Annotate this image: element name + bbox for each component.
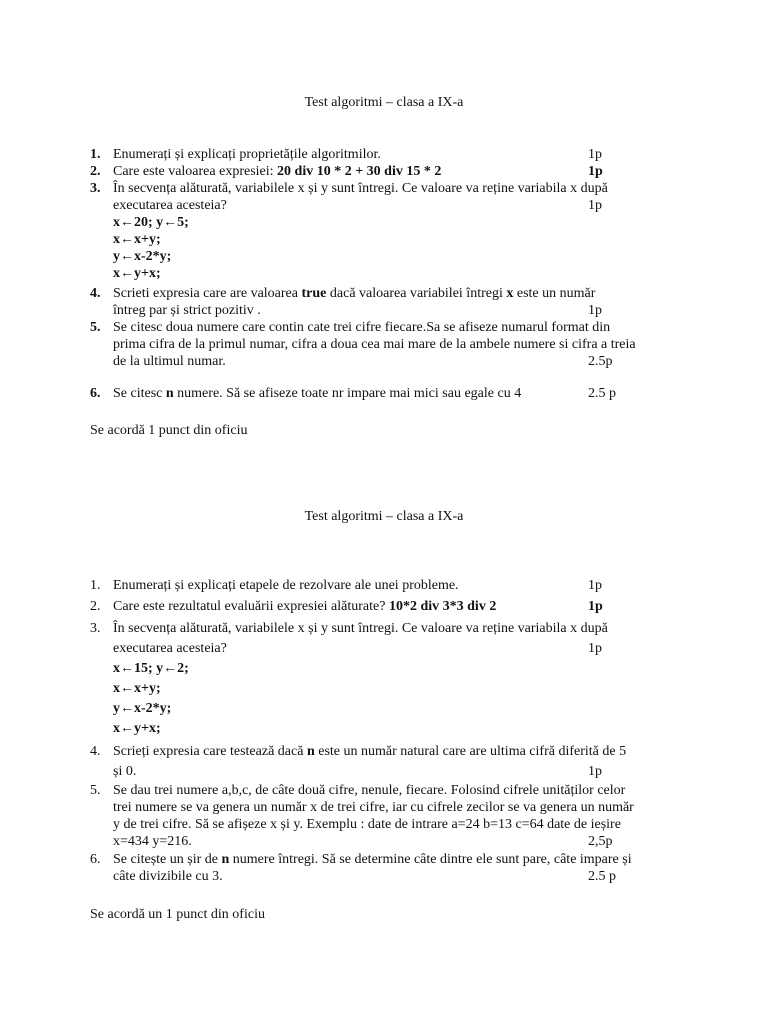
- question-text-line: [113, 851, 690, 868]
- test2-title: Test algoritmi – clasa a IX-a: [304, 509, 464, 524]
- question-text: executarea acesteia?: [113, 641, 227, 656]
- question-points: 2.5p: [588, 354, 613, 369]
- question-number: 4.: [90, 286, 101, 301]
- code-line: x←y+x;: [113, 721, 161, 736]
- code-line: y←x-2*y;: [113, 701, 172, 716]
- question-number: 5.: [90, 320, 101, 335]
- test2-question-2: [90, 598, 690, 615]
- question-text-line: [113, 868, 690, 885]
- question-points: 1p: [588, 578, 602, 593]
- question-text: numere. Să se afiseze toate nr impare mai mici sau egale cu 4: [173, 386, 522, 401]
- question-text: dacă valoarea variabilei întregi: [326, 286, 507, 301]
- code-line: x←x+y;: [113, 232, 161, 247]
- keyword: n: [306, 744, 315, 759]
- question-text-line: [113, 302, 690, 319]
- question-number: 6.: [90, 386, 101, 401]
- test2-question-1: [90, 577, 690, 594]
- test1-question-3: [90, 180, 690, 282]
- question-number: 3.: [90, 621, 101, 636]
- code-line: x←y+x;: [113, 266, 161, 281]
- test2-question-5: [90, 782, 690, 850]
- question-text: Care este valoarea expresiei:: [113, 164, 278, 179]
- question-points: 1p: [588, 198, 602, 213]
- question-text: este un număr: [513, 286, 596, 301]
- test2-question-3: [90, 619, 690, 739]
- question-text-line: [113, 639, 690, 659]
- question-text-line: În secvența alăturată, variabilele x și y sunt întregi. Ce valoare va reține variabila x după: [113, 621, 608, 636]
- question-points: 1p: [588, 764, 602, 779]
- question-text: Enumerați și explicați proprietățile algoritmilor.: [113, 147, 381, 162]
- question-text: Scrieti expresia care are valoarea: [113, 286, 302, 301]
- question-number: 2.: [90, 164, 101, 179]
- question-text: Care este rezultatul evaluării expresiei alăturate?: [113, 599, 389, 614]
- test1-footer: Se acordă 1 punct din oficiu: [90, 423, 248, 438]
- test1-question-4: [90, 285, 690, 319]
- question-text: numere întregi. Să se determine câte dintre ele sunt pare, câte impare și: [229, 852, 632, 867]
- code-line: x←15; y←2;: [113, 661, 189, 676]
- question-expression: 20 div 10 * 2 + 30 div 15 * 2: [277, 164, 442, 179]
- question-points: 1p: [588, 147, 602, 162]
- keyword: n: [221, 852, 230, 867]
- question-text: întreg par și strict pozitiv .: [113, 303, 261, 318]
- question-text: și 0.: [113, 764, 137, 779]
- question-text: Enumerați și explicați etapele de rezolvare ale unei probleme.: [113, 578, 459, 593]
- test1-title: Test algoritmi – clasa a IX-a: [304, 95, 464, 110]
- question-text: de la ultimul numar.: [113, 354, 226, 369]
- question-text: x=434 y=216.: [113, 834, 192, 849]
- question-points: 2.5 p: [588, 869, 616, 884]
- question-text-line: [113, 833, 690, 850]
- question-number: 1.: [90, 147, 101, 162]
- keyword: true: [301, 286, 327, 301]
- question-points: 1p: [588, 164, 603, 179]
- question-number: 6.: [90, 852, 101, 867]
- keyword: x: [506, 286, 514, 301]
- question-text-line: [113, 197, 690, 214]
- question-number: 2.: [90, 599, 101, 614]
- question-number: 1.: [90, 578, 101, 593]
- question-text-line: [113, 285, 690, 302]
- question-points: 2,5p: [588, 834, 613, 849]
- question-text: câte divizibile cu 3.: [113, 869, 223, 884]
- question-number: 5.: [90, 783, 101, 798]
- test1-question-5: [90, 319, 690, 370]
- test2-question-6: [90, 851, 690, 885]
- test2-footer: Se acordă un 1 punct din oficiu: [90, 907, 265, 922]
- question-text-line: Se dau trei numere a,b,c, de câte două cifre, nenule, fiecare. Folosind cifrele unităților celor: [113, 783, 626, 798]
- question-text: Se citește un șir de: [113, 852, 222, 867]
- question-points: 1p: [588, 641, 602, 656]
- question-points: 2.5 p: [588, 386, 616, 401]
- question-text-line: [113, 742, 690, 762]
- question-expression: 10*2 div 3*3 div 2: [388, 599, 497, 614]
- question-text-line: [113, 353, 690, 370]
- question-text-line: [113, 762, 690, 782]
- test1-question-6: [90, 385, 690, 402]
- question-text: Se citesc: [113, 386, 166, 401]
- question-number: 3.: [90, 181, 101, 196]
- test2-question-4: [90, 742, 690, 782]
- test1-question-2: [90, 163, 690, 180]
- test1-question-1: [90, 146, 690, 163]
- question-points: 1p: [588, 599, 603, 614]
- question-points: 1p: [588, 303, 602, 318]
- keyword: n: [165, 386, 174, 401]
- question-text: executarea acesteia?: [113, 198, 227, 213]
- code-line: x←20; y←5;: [113, 215, 189, 230]
- question-text-line: y de trei cifre. Să se afișeze x și y. Exemplu : date de intrare a=24 b=13 c=64 date de ieșire: [113, 817, 621, 832]
- question-text-line: trei numere se va genera un număr x de trei cifre, iar cu cifrele zecilor se va genera un număr: [113, 800, 634, 815]
- question-text: este un număr natural care are ultima cifră diferită de 5: [314, 744, 627, 759]
- question-text-line: prima cifra de la primul numar, cifra a doua cea mai mare de la ambele numere si cifra a treia: [113, 337, 636, 352]
- question-text-line: În secvența alăturată, variabilele x și y sunt întregi. Ce valoare va reține variabila x după: [113, 181, 608, 196]
- question-text: Scrieți expresia care testează dacă: [113, 744, 307, 759]
- question-text-line: Se citesc doua numere care contin cate trei cifre fiecare.Sa se afiseze numarul format din: [113, 320, 611, 335]
- code-line: x←x+y;: [113, 681, 161, 696]
- question-number: 4.: [90, 744, 101, 759]
- code-line: y←x-2*y;: [113, 249, 172, 264]
